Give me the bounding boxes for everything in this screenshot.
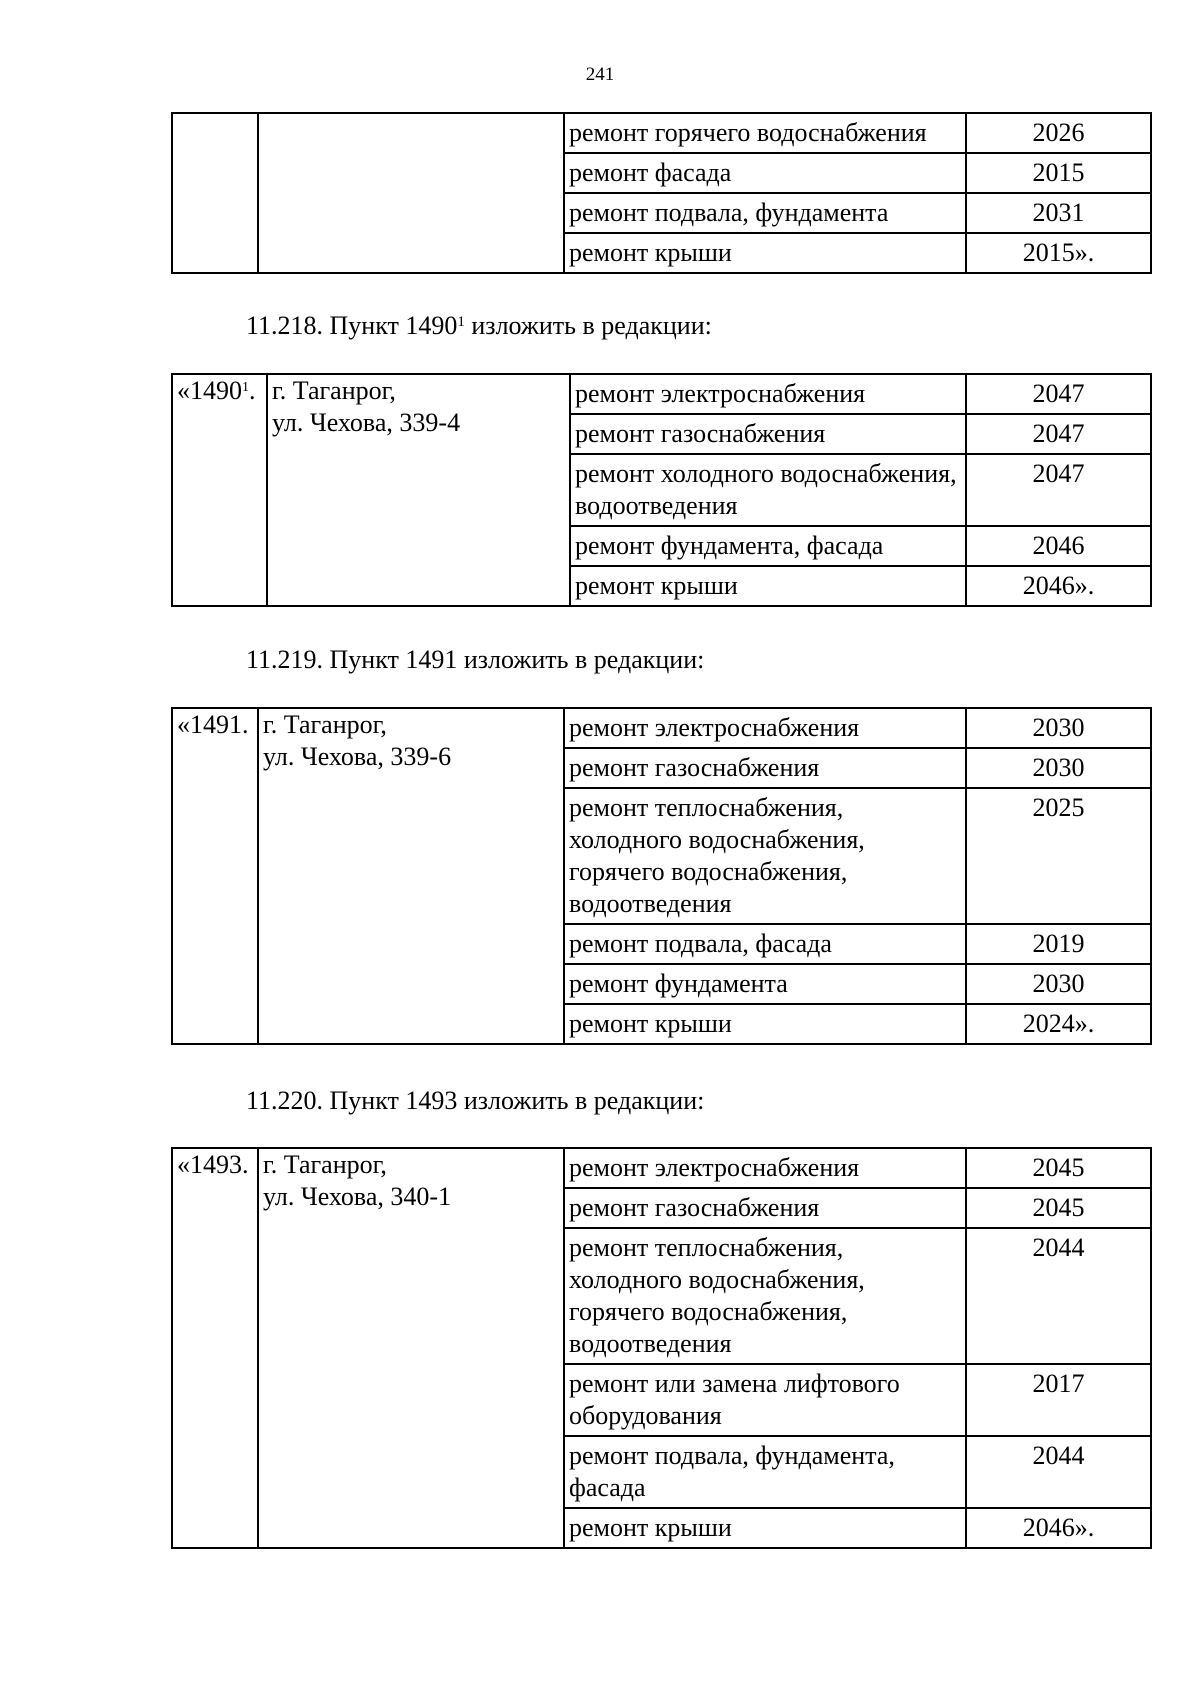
table-row	[172, 1148, 1151, 1188]
table-1491	[171, 707, 1152, 1045]
year-cell: 2030	[966, 748, 1151, 788]
year-cell: 2045	[966, 1148, 1151, 1188]
table-1490-block	[171, 373, 1150, 607]
year-cell: 2046	[966, 526, 1151, 566]
work-cell: ремонт крыши	[564, 233, 966, 273]
address-cell	[258, 708, 564, 1044]
year-cell: 2046».	[966, 1508, 1151, 1548]
work-cell: ремонт крыши	[564, 1004, 966, 1044]
year-cell: 2030	[966, 964, 1151, 1004]
address-cell	[258, 113, 564, 273]
work-cell: ремонт газоснабжения	[564, 748, 966, 788]
continuation-table	[171, 112, 1152, 274]
address-street: ул. Чехова, 339-4	[272, 408, 461, 437]
year-cell: 2047	[966, 414, 1151, 454]
year-cell: 2030	[966, 708, 1151, 748]
number-cell	[172, 113, 258, 273]
year-cell: 2024».	[966, 1004, 1151, 1044]
year-cell: 2045	[966, 1188, 1151, 1228]
work-cell: ремонт подвала, фундамента	[564, 193, 966, 233]
work-cell: ремонт теплоснабжения, холодного водоснабжения, горячего водоснабжения, водоотведения	[564, 788, 966, 924]
continuation-table-block	[171, 112, 1150, 274]
address-city: г. Таганрог,	[263, 1150, 387, 1179]
number-cell	[172, 374, 267, 606]
superscript: 1	[457, 314, 465, 330]
year-cell: 2025	[966, 788, 1151, 924]
table-row	[172, 113, 1151, 153]
year-cell: 2047	[966, 374, 1151, 414]
year-cell: 2031	[966, 193, 1151, 233]
paragraph-text: 11.218. Пункт 1490	[246, 311, 458, 340]
year-cell: 2046».	[966, 566, 1151, 606]
address-street: ул. Чехова, 340-1	[263, 1182, 452, 1211]
year-cell: 2026	[966, 113, 1151, 153]
table-1491-block	[171, 707, 1150, 1045]
year-cell: 2015	[966, 153, 1151, 193]
work-cell: ремонт электроснабжения	[564, 1148, 966, 1188]
year-cell: 2044	[966, 1228, 1151, 1364]
year-cell: 2019	[966, 924, 1151, 964]
work-cell: ремонт подвала, фундамента, фасада	[564, 1436, 966, 1508]
work-cell: ремонт или замена лифтового оборудования	[564, 1364, 966, 1436]
page-number: 241	[585, 64, 615, 85]
work-cell: ремонт фундамента	[564, 964, 966, 1004]
year-cell: 2044	[966, 1436, 1151, 1508]
number-cell: «1493.	[172, 1148, 258, 1548]
work-cell: ремонт горячего водоснабжения	[564, 113, 966, 153]
paragraph-11-219	[246, 645, 704, 675]
address-city: г. Таганрог,	[272, 376, 396, 405]
work-cell: ремонт газоснабжения	[564, 1188, 966, 1228]
table-1493	[171, 1147, 1152, 1549]
work-cell: ремонт электроснабжения	[570, 374, 966, 414]
table-row	[172, 708, 1151, 748]
superscript: 1	[242, 380, 249, 395]
address-street: ул. Чехова, 339-6	[263, 742, 452, 771]
item-dot: .	[249, 376, 256, 405]
number-cell: «1491.	[172, 708, 258, 1044]
year-cell: 2015».	[966, 233, 1151, 273]
work-cell: ремонт теплоснабжения, холодного водоснабжения, горячего водоснабжения, водоотведения	[564, 1228, 966, 1364]
work-cell: ремонт фундамента, фасада	[570, 526, 966, 566]
paragraph-11-220	[246, 1086, 704, 1116]
work-cell: ремонт крыши	[564, 1508, 966, 1548]
address-cell	[267, 374, 570, 606]
paragraph-text: изложить в редакции:	[464, 311, 712, 340]
year-cell: 2017	[966, 1364, 1151, 1436]
table-1493-block	[171, 1147, 1150, 1549]
paragraph-text: 11.220. Пункт 1493 изложить в редакции:	[246, 1086, 705, 1115]
paragraph-11-218	[246, 311, 712, 341]
work-cell: ремонт газоснабжения	[570, 414, 966, 454]
item-number: «1490	[177, 376, 242, 405]
paragraph-text: 11.219. Пункт 1491 изложить в редакции:	[246, 645, 705, 674]
address-city: г. Таганрог,	[263, 710, 387, 739]
work-cell: ремонт подвала, фасада	[564, 924, 966, 964]
work-cell: ремонт крыши	[570, 566, 966, 606]
work-cell: ремонт фасада	[564, 153, 966, 193]
address-cell	[258, 1148, 564, 1548]
year-cell: 2047	[966, 454, 1151, 526]
table-1490	[171, 373, 1152, 607]
work-cell: ремонт электроснабжения	[564, 708, 966, 748]
work-cell: ремонт холодного водоснабжения, водоотведения	[570, 454, 966, 526]
table-row	[172, 374, 1151, 414]
